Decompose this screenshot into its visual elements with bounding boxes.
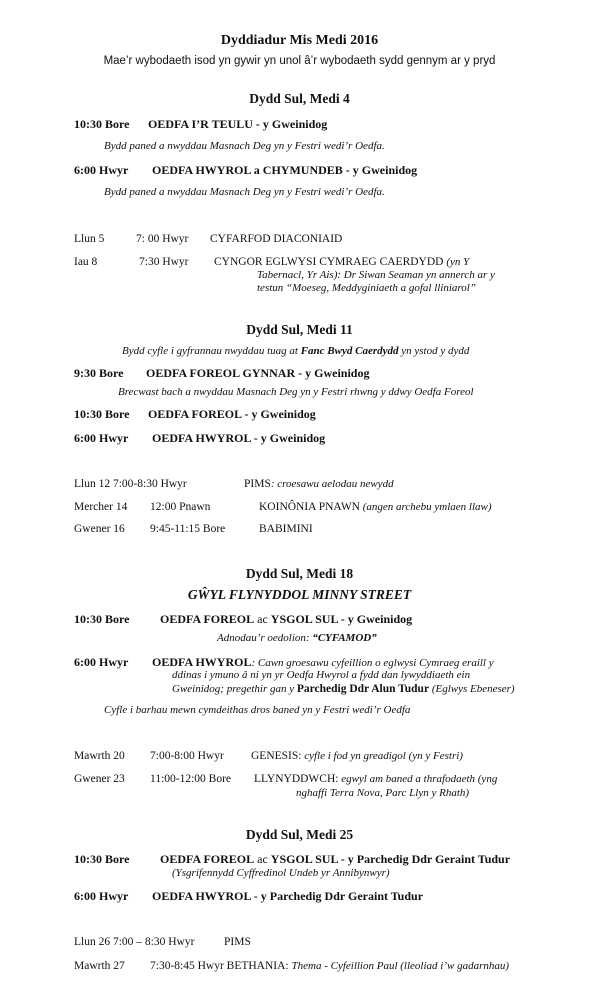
event-name: GENESIS: (251, 750, 302, 762)
service-title (160, 852, 510, 866)
service-note: Bydd paned a nwyddau Masnach Deg yn y Festri wedi’r Oedfa. (104, 186, 385, 198)
event-day-time: Llun 26 7:00 – 8:30 Hwyr (74, 936, 195, 948)
event-text (254, 772, 497, 786)
event-time: 11:00-12:00 Bore (150, 773, 232, 785)
food-bank-note (122, 344, 469, 358)
event-detail: egwyl am baned a thrafodaeth (yng (338, 773, 498, 785)
service-title-part: YSGOL SUL - y Gweinidog (270, 612, 413, 626)
note-text: Adnodau’r oedolion: (217, 632, 313, 644)
event-text (214, 255, 469, 269)
service-time: 6:00 Hwyr (74, 889, 129, 903)
festival-heading: GŴYL FLYNYDDOL MINNY STREET (187, 587, 412, 602)
service-detail: (Eglwys Ebeneser) (429, 683, 515, 695)
service-title-part: OEDFA FOREOL (160, 612, 255, 626)
service-title-join: ac (254, 852, 271, 866)
event-text: PIMS (224, 936, 251, 948)
food-bank-name: Fanc Bwyd Caerdydd (300, 345, 399, 357)
event-time-name: 7:30-8:45 Hwyr BETHANIA: (150, 960, 292, 972)
service-time: 10:30 Bore (74, 407, 130, 421)
page-title: Dyddiadur Mis Medi 2016 (220, 33, 379, 48)
event-day: Mawrth 20 (74, 750, 125, 762)
event-day: Mawrth 27 (74, 960, 125, 972)
event-name: PIMS (244, 478, 271, 490)
service-title: OEDFA I’R TEULU - y Gweinidog (148, 117, 328, 131)
event-text (259, 500, 492, 514)
service-note: Cyfle i barhau mewn cymdeithas dros baned yn y Festri wedi’r Oedfa (104, 704, 411, 716)
event-name: KOINÔNIA PNAWN (259, 501, 360, 513)
event-time: 7:30 Hwyr (139, 256, 189, 268)
event-detail-line: nghaffi Terra Nova, Parc Llyn y Rhath) (296, 787, 470, 799)
service-title: OEDFA FOREOL GYNNAR - y Gweinidog (146, 366, 370, 380)
event-day: Mercher 14 (74, 501, 128, 513)
event-detail: cyfle i fod yn greadigol (yn y Festri) (301, 750, 463, 762)
service-note: Brecwast bach a nwyddau Masnach Deg yn y Festri rhwng y ddwy Oedfa Foreol (118, 386, 474, 398)
service-title: OEDFA FOREOL - y Gweinidog (148, 407, 316, 421)
event-time: 9:45-11:15 Bore (150, 523, 226, 535)
note-text: Bydd cyfle i gyfrannau nwyddau tuag at (122, 345, 301, 357)
service-note: (Ysgrifennydd Cyffredinol Undeb yr Annibynwyr) (172, 867, 390, 879)
event-text: BABIMINI (259, 523, 313, 535)
service-note: Bydd paned a nwyddau Masnach Deg yn y Festri wedi’r Oedfa. (104, 140, 385, 152)
event-time: 7:00-8:00 Hwyr (150, 750, 224, 762)
service-detail: : Cawn groesawu cyfeillion o eglwysi Cymraeg eraill y (251, 657, 494, 669)
event-text (150, 959, 509, 973)
section-heading-medi-25: Dydd Sul, Medi 25 (245, 827, 354, 842)
event-day: Llun 5 (74, 233, 105, 245)
section-heading-medi-11: Dydd Sul, Medi 11 (246, 322, 353, 337)
service-time: 6:00 Hwyr (74, 163, 129, 177)
event-text: CYFARFOD DIACONIAID (210, 233, 343, 245)
event-day: Gwener 23 (74, 773, 125, 785)
event-name: CYNGOR EGLWYSI CYMRAEG CAERDYDD (214, 256, 444, 268)
event-detail: (angen archebu ymlaen llaw) (359, 501, 492, 513)
service-time: 6:00 Hwyr (74, 431, 129, 445)
service-time: 10:30 Bore (74, 117, 130, 131)
service-detail-line (172, 681, 515, 696)
service-title-join: ac (254, 612, 271, 626)
section-heading-medi-4: Dydd Sul, Medi 4 (249, 91, 350, 106)
service-title: OEDFA HWYROL - y Gweinidog (152, 431, 326, 445)
event-detail: Thema - Cyfeillion Paul (lleoliad i’w gadarnhau) (291, 960, 510, 972)
event-detail: : croesawu aelodau newydd (270, 478, 394, 490)
note-text: yn ystod y dydd (398, 345, 470, 357)
event-text (244, 477, 394, 491)
event-time: 12:00 Pnawn (150, 501, 211, 513)
service-title: OEDFA HWYROL - y Parchedig Ddr Geraint Tudur (152, 889, 424, 903)
event-detail-line: Tabernacl, Yr Ais): Dr Siwan Seaman yn annerch ar y (257, 269, 495, 281)
event-day: Iau 8 (74, 256, 98, 268)
service-time: 10:30 Bore (74, 852, 130, 866)
service-title-part: OEDFA HWYROL (152, 655, 252, 669)
service-note (217, 631, 377, 645)
preacher-name: Parchedig Ddr Alun Tudur (296, 683, 430, 695)
service-title-part: YSGOL SUL - y Parchedig Ddr Geraint Tudur (270, 852, 511, 866)
note-theme: “CYFAMOD” (312, 632, 377, 644)
service-title-part: OEDFA FOREOL (160, 852, 255, 866)
service-title: OEDFA HWYROL a CHYMUNDEB - y Gweinidog (152, 163, 418, 177)
event-day: Gwener 16 (74, 523, 125, 535)
service-title (160, 612, 412, 626)
event-detail-line: testun “Moeseg, Meddyginiaeth a gofal lliniarol” (257, 282, 476, 294)
event-time: 7: 00 Hwyr (136, 233, 189, 245)
event-text (251, 749, 463, 763)
service-detail-line: ddinas i ymuno â ni yn yr Oedfa Hwyrol a fydd dan lywyddiaeth ein (172, 669, 471, 681)
event-name: LLYNYDDWCH: (254, 773, 339, 785)
service-detail: Gweinidog; pregethir gan y (172, 683, 297, 695)
section-heading-medi-18: Dydd Sul, Medi 18 (245, 566, 354, 581)
event-day-time: Llun 12 7:00-8:30 Hwyr (74, 478, 187, 490)
event-detail: (yn Y (446, 256, 470, 268)
service-time: 6:00 Hwyr (74, 655, 129, 669)
page-subtitle: Mae’r wybodaeth isod yn gywir yn unol â’r wybodaeth sydd gennym ar y pryd (103, 55, 496, 67)
service-time: 10:30 Bore (74, 612, 130, 626)
service-time: 9:30 Bore (74, 366, 124, 380)
